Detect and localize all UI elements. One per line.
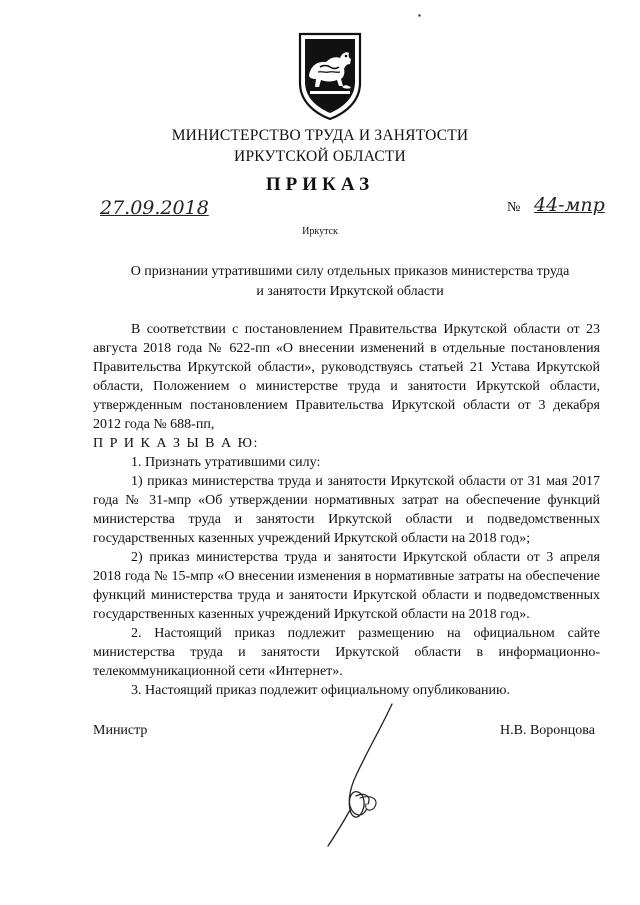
item-1-2: 2) приказ министерства труда и занятости Иркутской области от 3 апреля 2018 года № 15-мпр «О внесении изменения в нормативные затраты на обеспечение функций министерства труда и занятости Иркутской области и подведомственных государственных казенных учреждений Иркутской области на 2018 год». [93,550,600,622]
organization-name: МИНИСТЕРСТВО ТРУДА И ЗАНЯТОСТИ [171,127,469,144]
document-body [93,320,600,700]
document-subject [100,262,600,302]
order-word: П Р И К А З Ы В А Ю: [93,436,259,451]
item-1-1: 1) приказ министерства труда и занятости Иркутской области от 31 мая 2017 года № 31-мпр «Об утверждении нормативных затрат на обеспечение функций министерства труда и занятости Иркутской области и подведомственных государственных казенных учреждений Иркутской области на 2018 год»; [93,474,600,546]
issue-city: Иркутск [302,226,338,237]
subject-line-1: О признании утратившими силу отдельных приказов министерства труда [130,264,570,279]
document-date: 27.09.2018 [100,197,209,219]
subject-line-2: и занятости Иркутской области [256,284,444,299]
coat-of-arms-icon [296,31,364,121]
item-2: 2. Настоящий приказ подлежит размещению на официальном сайте министерства труда и занятости Иркутской области в информационно-телекоммуникационной сети «Интернет». [93,626,600,679]
signatory-name: Н.В. Воронцова [500,723,595,738]
number-label: № [507,200,521,215]
scan-mark [418,4,421,7]
signatory-position: Министр [93,723,148,738]
item-3: 3. Настоящий приказ подлежит официальному опубликованию. [131,683,510,698]
preamble-paragraph: В соответствии с постановлением Правительства Иркутской области от 23 августа 2018 года № 622-пп «О внесении изменений в отдельные постановления Правительства Иркутской области», руководствуясь статьей 21 Устава Иркутской области, Положением о министерстве труда и занятости Иркутской области, утвержденным постановлением Правительства Иркутской области от 3 декабря 2012 года № 688-пп, [93,322,600,432]
handwritten-signature-icon [320,700,430,850]
item-1: 1. Признать утратившими силу: [131,455,321,470]
organization-region: ИРКУТСКОЙ ОБЛАСТИ [234,148,406,165]
document-number: 44-мпр [534,194,605,216]
document-type: ПРИКАЗ [265,174,375,195]
